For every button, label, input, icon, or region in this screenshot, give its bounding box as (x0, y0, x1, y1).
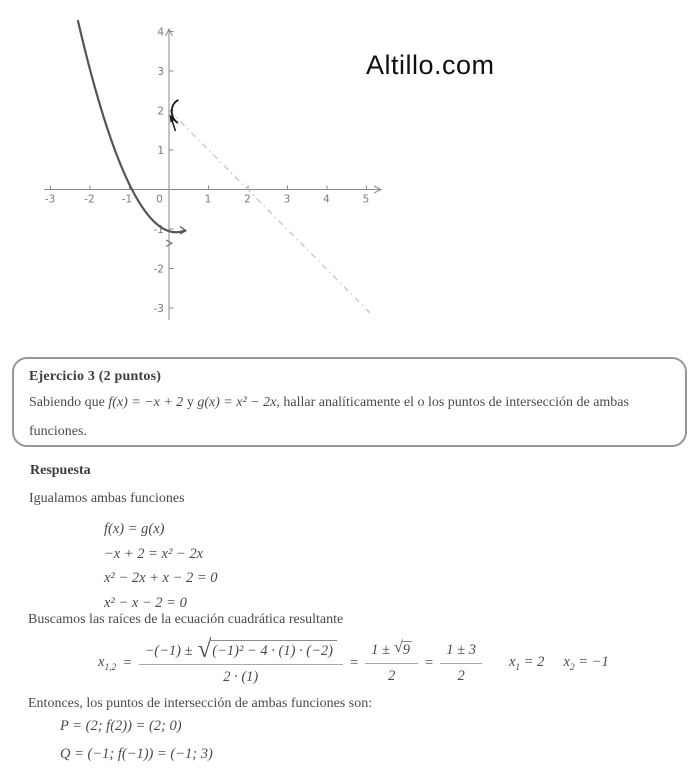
cursor-arrow-icon (170, 100, 179, 131)
exercise-text: y (183, 395, 198, 410)
fraction-sqrt9: 1 ± √ 9 2 (365, 641, 418, 685)
exercise-text: , hallar analíticamente el o los puntos de intersección de ambas funciones. (29, 395, 629, 439)
exercise-box (12, 357, 687, 447)
fraction-result: $\frac{1 \pm 3}{2}$ (440, 642, 482, 685)
y-tick-label: -1 (153, 224, 164, 236)
x-axis-ticks (51, 186, 367, 190)
x-tick-label: 4 (323, 193, 330, 206)
exercise-text: Sabiendo que (29, 395, 109, 410)
x-tick-label: -1 (121, 193, 133, 206)
equation-step: f(x) = g(x) (104, 521, 165, 537)
intersection-point-q: Q = (−1; f(−1)) = (−1; 3) (60, 746, 213, 762)
exercise-title: Ejercicio 3 (2 puntos) (29, 369, 162, 384)
watermark: Altillo.com (366, 50, 495, 80)
y-tick-label: 2 (157, 105, 164, 118)
root-1: $x_1 = 2$ (508, 653, 545, 673)
exercise-math-f: f(x) = −x + 2 (108, 395, 184, 410)
function-graph (0, 0, 700, 345)
intersection-point-p: P = (2; f(2)) = (2; 0) (60, 718, 182, 734)
equals-sign: = (123, 654, 132, 671)
exercise-body (29, 388, 669, 446)
x-tick-label: 2 (244, 193, 251, 206)
root-2: $x_2 = -1$ (563, 653, 609, 673)
x-tick-label: 1 (204, 193, 212, 206)
line-f (170, 111, 373, 316)
y-axis-ticks (169, 32, 174, 309)
x-axis-labels (45, 194, 370, 206)
x-tick-label: -2 (84, 193, 95, 206)
quadratic-intro: Buscamos las raíces de la ecuación cuadrática resultante (28, 612, 344, 627)
roots (509, 654, 609, 673)
equation-step: −x + 2 = x² − 2x (104, 545, 204, 562)
fraction-main: −(−1) ± √ (−1)² − 4 · (1) · (−2) 2 · (1) (139, 640, 343, 686)
radical: √ 9 (394, 639, 411, 658)
answer-intro: Igualamos ambas funciones (29, 491, 185, 506)
equation-steps (104, 517, 218, 616)
quadratic-formula (98, 632, 609, 694)
x-tick-label: -3 (44, 193, 56, 206)
x-tick-label: 0 (156, 193, 163, 206)
y-tick-label: 1 (157, 145, 164, 157)
equals-sign: = (349, 654, 359, 671)
radical: √ (−1)² − 4 · (1) · (−2) (198, 640, 337, 660)
x-tick-label: 5 (362, 193, 370, 206)
y-tick-label: -2 (153, 263, 164, 276)
equation-step: x² − x − 2 = 0 (104, 595, 187, 612)
answer-heading: Respuesta (30, 463, 91, 478)
equation-step: x² − 2x + x − 2 = 0 (104, 570, 218, 587)
y-tick-label: 4 (157, 26, 164, 39)
x-tick-label: 3 (283, 193, 291, 206)
equals-sign: = (425, 654, 434, 671)
conclusion-text: Entonces, los puntos de intersección de ambas funciones son: (28, 696, 373, 711)
exercise-math-g: g(x) = x² − 2x (197, 395, 277, 410)
formula-lhs: $x_{1,2}$ (98, 653, 117, 673)
y-tick-label: 3 (157, 66, 164, 78)
y-tick-label: -3 (153, 303, 164, 315)
y-axis-labels (154, 27, 165, 316)
